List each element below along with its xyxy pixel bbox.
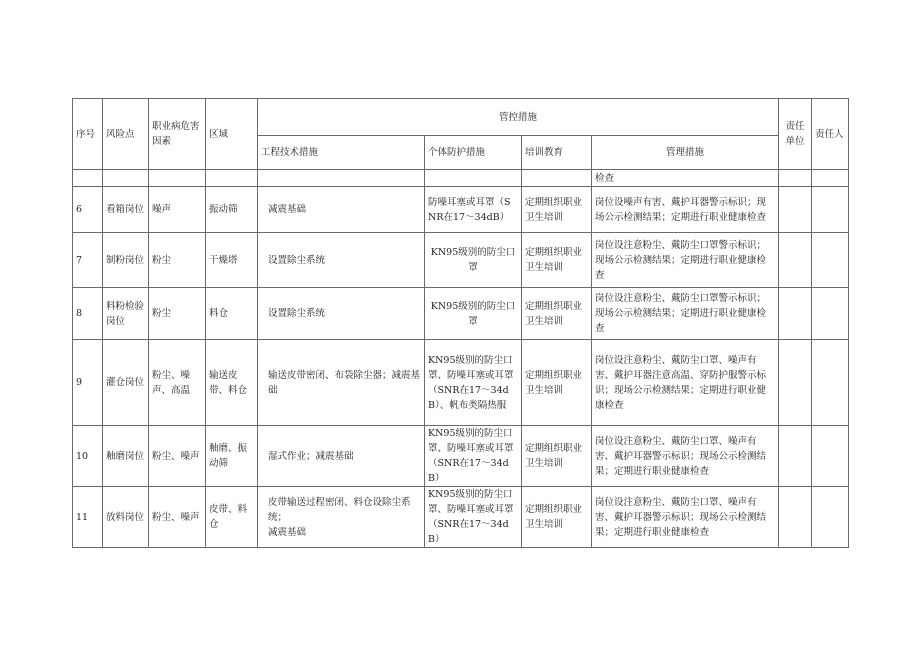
row-responsible-unit	[779, 187, 812, 233]
row-area: 料仓	[206, 288, 258, 340]
row-training: 定期组织职业卫生培训	[522, 187, 592, 233]
row-hazard: 粉尘、噪声、高温	[149, 340, 206, 426]
row-hazard: 粉尘	[149, 288, 206, 340]
header-training: 培训教育	[522, 136, 592, 170]
row-engineering: 减震基础	[258, 187, 425, 233]
row-ppe: KN95级别的防尘口罩、防噪耳塞或耳罩（SNR在17～34dB）、帆布类隔热服	[425, 340, 522, 426]
table-row	[73, 426, 849, 487]
header-row-1	[73, 99, 849, 136]
row-area: 输送皮带、料仓	[206, 340, 258, 426]
row-risk-point: 灌仓岗位	[103, 340, 149, 426]
row-responsible-person	[812, 426, 849, 487]
header-engineering: 工程技术措施	[258, 136, 425, 170]
row-management: 岗位设注意粉尘、戴防尘口罩、噪声有害、戴护耳器警示标识；现场公示检测结果；定期进行职业健康检查	[592, 487, 779, 548]
row-responsible-unit	[779, 487, 812, 548]
row-ppe: KN95级别的防尘口罩、防噪耳塞或耳罩（SNR在17～34dB）	[425, 426, 522, 487]
row-risk-point: 制粉岗位	[103, 233, 149, 288]
row-ppe: 防噪耳塞或耳罩（SNR在17～34dB）	[425, 187, 522, 233]
row-risk-point: 釉磨岗位	[103, 426, 149, 487]
row-risk-point: 料粉检验岗位	[103, 288, 149, 340]
row-training: 定期组织职业卫生培训	[522, 487, 592, 548]
row-responsible-person	[812, 340, 849, 426]
header-responsible-unit: 责任单位	[779, 99, 812, 170]
row-hazard: 粉尘、噪声	[149, 426, 206, 487]
row-engineering: 设置除尘系统	[258, 233, 425, 288]
row-area: 釉磨、振动筛	[206, 426, 258, 487]
table-row	[73, 233, 849, 288]
row-area: 皮带、料仓	[206, 487, 258, 548]
table-row	[73, 487, 849, 548]
row-seq: 8	[73, 288, 103, 340]
row-seq: 9	[73, 340, 103, 426]
row-seq: 7	[73, 233, 103, 288]
header-ppe: 个体防护措施	[425, 136, 522, 170]
table-row	[73, 340, 849, 426]
row-management: 岗位设注意粉尘、戴防尘口罩警示标识；现场公示检测结果；定期进行职业健康检查	[592, 233, 779, 288]
row-responsible-unit	[779, 426, 812, 487]
row-risk-point: 看箱岗位	[103, 187, 149, 233]
row-seq: 10	[73, 426, 103, 487]
row-hazard: 噪声	[149, 187, 206, 233]
header-seq: 序号	[73, 99, 103, 170]
header-area: 区域	[206, 99, 258, 170]
row-hazard: 粉尘、噪声	[149, 487, 206, 548]
row-responsible-unit	[779, 340, 812, 426]
row-training: 定期组织职业卫生培训	[522, 426, 592, 487]
continuation-row	[73, 170, 849, 187]
table-row	[73, 288, 849, 340]
row-training: 定期组织职业卫生培训	[522, 233, 592, 288]
row-hazard: 粉尘	[149, 233, 206, 288]
row-responsible-person	[812, 233, 849, 288]
row-management: 岗位设噪声有害、戴护耳器警示标识；现场公示检测结果；定期进行职业健康检查	[592, 187, 779, 233]
row-responsible-person	[812, 187, 849, 233]
header-management: 管理措施	[592, 136, 779, 170]
row-area: 振动筛	[206, 187, 258, 233]
row-engineering: 湿式作业；减震基础	[258, 426, 425, 487]
row-management: 岗位设注意粉尘、戴防尘口罩、噪声有害、戴护耳器警示标识；现场公示检测结果；定期进行职业健康检查	[592, 426, 779, 487]
row-engineering: 设置除尘系统	[258, 288, 425, 340]
row-seq: 11	[73, 487, 103, 548]
row-training: 定期组织职业卫生培训	[522, 340, 592, 426]
row-management: 岗位设注意粉尘、戴防尘口罩警示标识；现场公示检测结果；定期进行职业健康检查	[592, 288, 779, 340]
continuation-management: 检查	[592, 170, 779, 187]
header-hazard-factor: 职业病危害因素	[149, 99, 206, 170]
row-ppe: KN95级别的防尘口罩	[425, 288, 522, 340]
row-engineering: 输送皮带密闭、布袋除尘器；减震基础	[258, 340, 425, 426]
table-row	[73, 187, 849, 233]
row-responsible-unit	[779, 233, 812, 288]
row-risk-point: 放料岗位	[103, 487, 149, 548]
hazard-control-table	[72, 98, 849, 548]
row-ppe: KN95级别的防尘口罩、防噪耳塞或耳罩（SNR在17～34dB）	[425, 487, 522, 548]
row-responsible-person	[812, 288, 849, 340]
row-ppe: KN95级别的防尘口罩	[425, 233, 522, 288]
row-engineering-line-2: 减震基础	[268, 526, 307, 538]
header-responsible-person: 责任人	[812, 99, 849, 170]
row-responsible-person	[812, 487, 849, 548]
row-engineering-line-1: 皮带输送过程密闭、料仓设除尘系统；	[268, 496, 411, 523]
row-engineering	[258, 487, 425, 548]
header-risk-point: 风险点	[103, 99, 149, 170]
row-responsible-unit	[779, 288, 812, 340]
row-seq: 6	[73, 187, 103, 233]
header-control-measures: 管控措施	[258, 99, 779, 136]
row-training: 定期组织职业卫生培训	[522, 288, 592, 340]
row-area: 干燥塔	[206, 233, 258, 288]
row-management: 岗位设注意粉尘、戴防尘口罩、噪声有害、戴护耳器注意高温、穿防护服警示标识；现场公示检测结果；定期进行职业健康检查	[592, 340, 779, 426]
